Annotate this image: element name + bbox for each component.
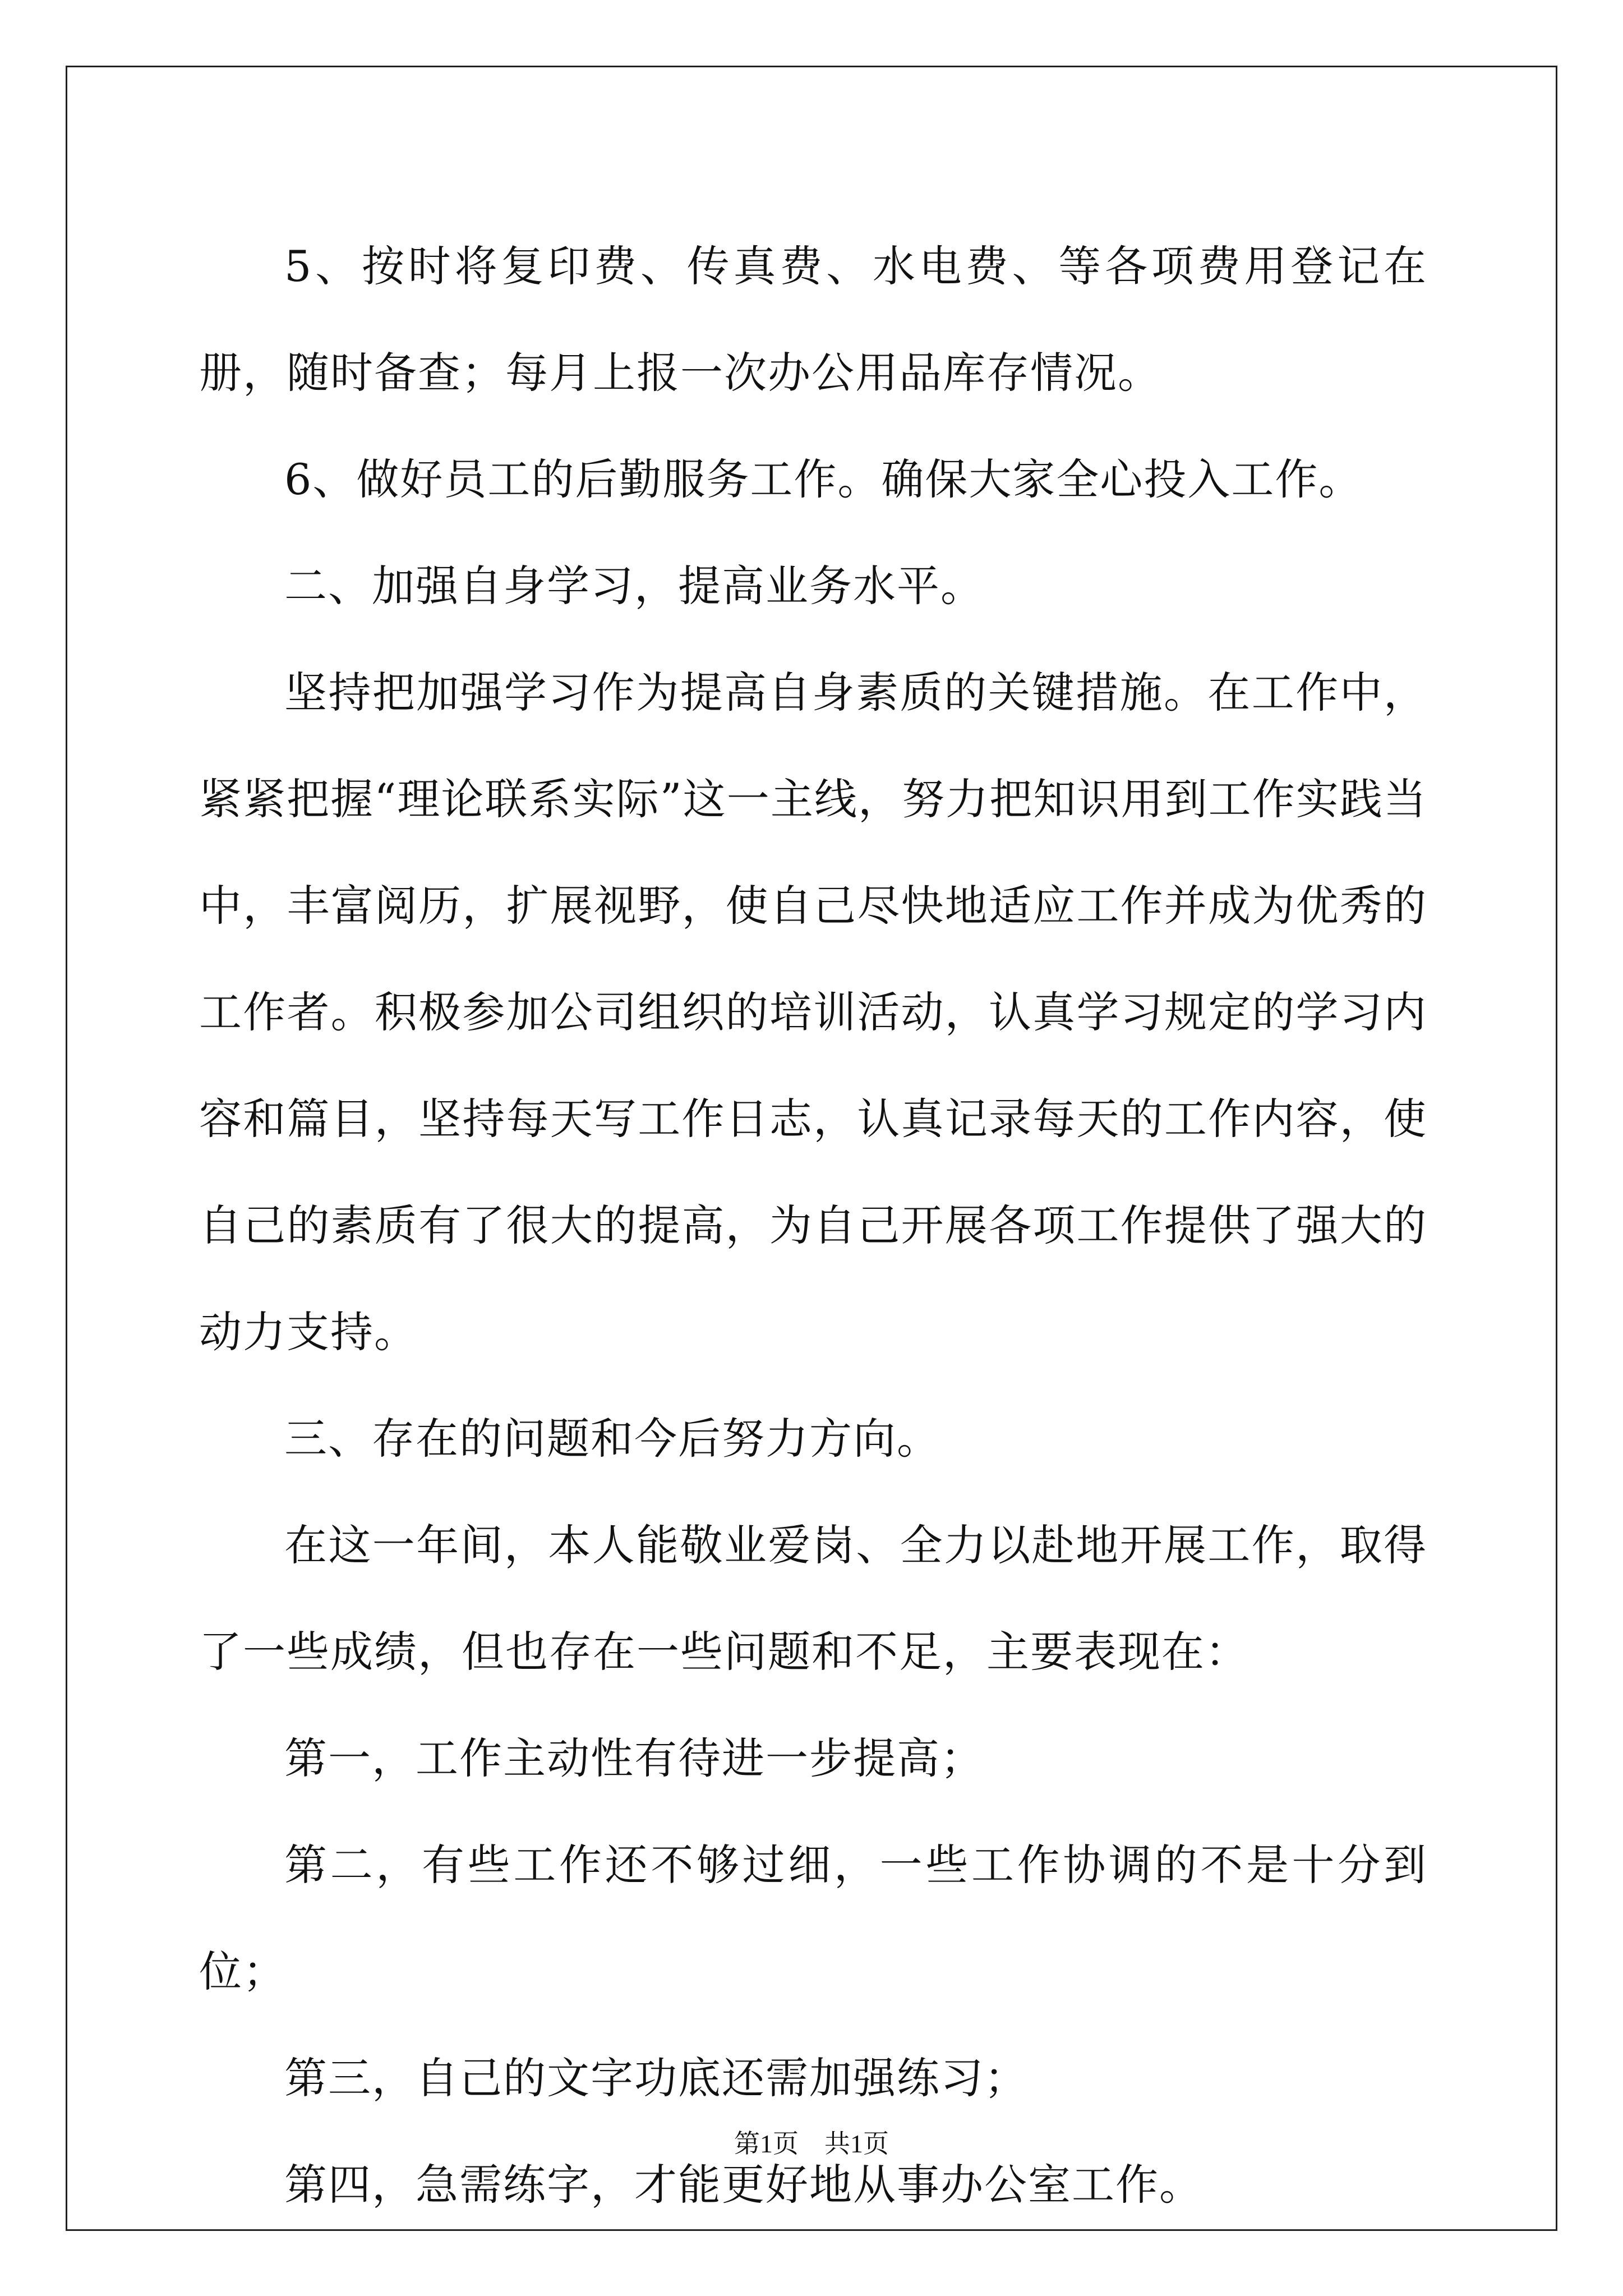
paragraph: 坚持把加强学习作为提高自身素质的关键措施。在工作中，紧紧把握“理论联系实际”这一主线，努力把知识用到工作实践当中，丰富阅历，扩展视野，使自己尽快地适应工作并成为优秀的工作者。积极参加公司组织的培训活动，认真学习规定的学习内容和篇目，坚持每天写工作日志，认真记录每天的工作内容，使自己的素质有了很大的提高，为自己开展各项工作提供了强大的动力支持。 xyxy=(199,668,1427,1357)
page-footer xyxy=(0,2123,1623,2160)
list-item: 第一，工作主动性有待进一步提高； xyxy=(284,1733,984,1783)
list-item: 第二，有些工作还不够过细，一些工作协调的不是十分到位； xyxy=(199,1840,1427,1996)
section-heading: 三、存在的问题和今后努力方向。 xyxy=(284,1414,940,1464)
paragraph: 6、做好员工的后勤服务工作。确保大家全心投入工作。 xyxy=(284,454,1363,504)
document-body xyxy=(199,213,1427,2238)
page-number-current: 第1页 xyxy=(734,2129,799,2158)
footer-spacer xyxy=(799,2129,824,2158)
list-item: 第四，急需练字，才能更好地从事办公室工作。 xyxy=(284,2160,1203,2210)
list-item: 第三，自己的文字功底还需加强练习； xyxy=(284,2053,1028,2103)
section-heading: 二、加强自身学习，提高业务水平。 xyxy=(284,561,984,611)
paragraph: 5、按时将复印费、传真费、水电费、等各项费用登记在册，随时备查；每月上报一次办公用品库存情况。 xyxy=(199,241,1427,398)
page-number-total: 共1页 xyxy=(824,2129,889,2158)
paragraph: 在这一年间，本人能敬业爱岗、全力以赴地开展工作，取得了一些成绩，但也存在一些问题和不足，主要表现在： xyxy=(199,1520,1427,1677)
